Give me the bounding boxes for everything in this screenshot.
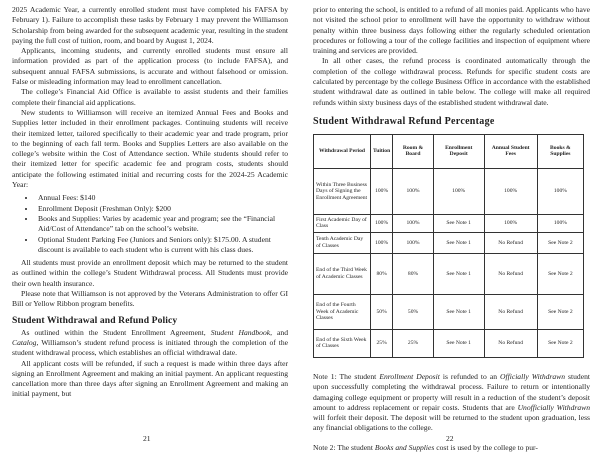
table-cell: No Refund [484,294,537,329]
table-cell: 100% [537,214,583,232]
table-cell: 100% [393,214,434,232]
text-run: student upon successfully completing the withdrawal process. Failure to return or intentionally damaging college equipment or property will result in a reduction of the student’s deposit amount to address replacement or repair costs. Students that are [313,371,590,412]
table-cell: 100% [393,168,434,214]
cost-list [12,193,288,255]
emphasis: Books and Supplies [374,442,435,452]
table-cell: No Refund [484,232,537,253]
table-cell: 25% [393,329,434,357]
paragraph: prior to entering the school, is entitled to a refund of all monies paid. Applicants who have not visited the school prior to enrollment will have the opportunity to withdraw without penalty within three business days following either the regularly scheduled orientation procedures or following a tour of the college facilities and inspection of equipment where training and services are provided. [313,5,590,56]
table-cell: See Note 1 [433,232,484,253]
table-cell: Within Three Business Days of Signing the Enrollment Agreement [314,168,371,214]
table-cell: 100% [484,168,537,214]
table-title: Student Withdrawal Refund Percentage [313,115,495,127]
list-item: • Optional Student Parking Fee (Juniors and Seniors only): $175.00. A student discount is available to each student who is current with his class dues. [36,235,288,256]
list-item: • Books and Supplies: Varies by academic year and program; see the “Financial Aid/Cost of Attendance” tab on the school’s website. [36,214,288,235]
column-header: Tuition [371,134,393,168]
table-cell: See Note 2 [537,232,583,253]
table-cell: No Refund [484,329,537,357]
paragraph: All applicant costs will be refunded, if such a request is made within three days after signing an Enrollment Agreement and making an initial payment. An applicant requesting cancellation more than three days after signing an Enrollment Agreement and making an initial payment, but [12,358,288,399]
column-header: Enrollment Deposit [433,134,484,168]
text-run: As outlined within the Student Enrollment Agreement, [21,327,211,337]
text-run: , Williamson’s student refund process is initiated through the completion of the student withdrawal process, which establishes an official withdrawal date. [12,337,288,358]
paragraph: The college’s Financial Aid Office is available to assist students and their families complete their financial aid applications. [12,87,288,107]
column-header: Books & Supplies [537,134,583,168]
table-cell: See Note 1 [433,214,484,232]
table-cell: See Note 2 [537,253,583,294]
table-header-row [314,134,584,168]
right-page [313,5,590,453]
table-cell: Tenth Academic Day of Classes [314,232,371,253]
table-row [314,168,584,214]
table-row [314,294,584,329]
table-cell: 100% [371,168,393,214]
table-cell: 50% [393,294,434,329]
table-cell: 100% [393,232,434,253]
paragraph: Please note that Williamson is not approved by the Veterans Administration to offer GI Bill or Yellow Ribbon program benefits. [12,289,288,309]
table-cell: See Note 1 [433,253,484,294]
emphasis: Unofficially Withdrawn [517,402,590,412]
paragraph: 2025 Academic Year, a currently enrolled student must have completed his FAFSA by February 1). Failure to accomplish these tasks by February 1 may prevent the Williamson Scholarship from being awarded for the subsequent academic year, resulting in the student paying the full cost of tuition, room, and board by August 1, 2024. [12,5,288,45]
emphasis: Officially Withdrawn [500,371,566,381]
table-cell: See Note 2 [537,329,583,357]
emphasis: Student Handbook [210,327,271,337]
note-1 [313,372,590,434]
table-cell: See Note 1 [433,294,484,329]
text-run: is refunded to an [439,371,501,381]
page-number: 21 [143,434,151,443]
page-number: 22 [446,434,454,443]
table-row [314,214,584,232]
text-run: will forfeit their deposit. The deposit will be returned to the student upon graduation, less any financial obligations to the college. [313,413,590,433]
text-run: Note 2: The student [313,442,375,452]
paragraph: New students to Williamson will receive an itemized Annual Fees and Books and Supplies letter included in their enrollment packages. Continuing students will receive their itemized letter, tailored specifically to their academic year and trade program, prior to the beginning of each fall term. Books and Supplies Letters are also available on the college’s website within the Cost of Attendance section. While students should refer to their itemized letter for specific academic fee and program costs, students should anticipate the following estimated initial and recurring costs for the 2024-25 Academic Year: [12,107,288,190]
table-cell: 100% [484,214,537,232]
table-cell: See Note 1 [433,329,484,357]
table-row [314,232,584,253]
table-cell: 50% [371,294,393,329]
table-cell: End of the Third Week of Academic Classes [314,253,371,294]
column-header: Room & Board [393,134,434,168]
column-header: Withdrawal Period [314,134,371,168]
refund-table [313,134,584,358]
table-cell: No Refund [484,253,537,294]
list-item: • Annual Fees: $140 [36,193,288,203]
paragraph: In all other cases, the refund process is coordinated automatically through the completion of the college withdrawal process. Refunds for specific student costs are calculated by percentage by the college Business Office in accordance with the established student withdrawal date as outlined in table below. The college will make all required refunds within sixty business days of the established student withdrawal date. [313,56,590,107]
left-page [12,5,288,400]
table-cell: 100% [433,168,484,214]
paragraph [12,328,288,359]
table-cell: 100% [537,168,583,214]
table-cell: End of the Sixth Week of Classes [314,329,371,357]
table-cell: 100% [371,214,393,232]
table-cell: 80% [393,253,434,294]
table-row [314,253,584,294]
column-header: Annual Student Fees [484,134,537,168]
text-run: cost is used by the college to pur- [434,442,538,452]
table-cell: See Note 2 [537,294,583,329]
table-cell: End of the Fourth Week of Academic Classes [314,294,371,329]
table-row [314,329,584,357]
table-cell: 100% [371,232,393,253]
table-cell: 80% [371,253,393,294]
paragraph: All students must provide an enrollment deposit which may be returned to the student as outlined within the college’s Student Withdrawal process. All Students must provide their own health insurance. [12,258,288,288]
list-item: • Enrollment Deposit (Freshman Only): $200 [36,204,288,214]
paragraph: Applicants, incoming students, and currently enrolled students must ensure all information provided as part of the application process (to include FAFSA), and subsequent annual FAFSA submissions, is accurate and without falsehood or omission. False or misleading information may lead to enrollment cancellation. [12,46,288,87]
table-cell: First Academic Day of Class [314,214,371,232]
table-cell: 25% [371,329,393,357]
section-heading: Student Withdrawal and Refund Policy [12,314,178,326]
emphasis: Enrollment Deposit [379,371,440,381]
emphasis: Catalog [12,337,37,347]
text-run: Note 1: The student [313,371,380,381]
text-run: , and [270,327,289,337]
